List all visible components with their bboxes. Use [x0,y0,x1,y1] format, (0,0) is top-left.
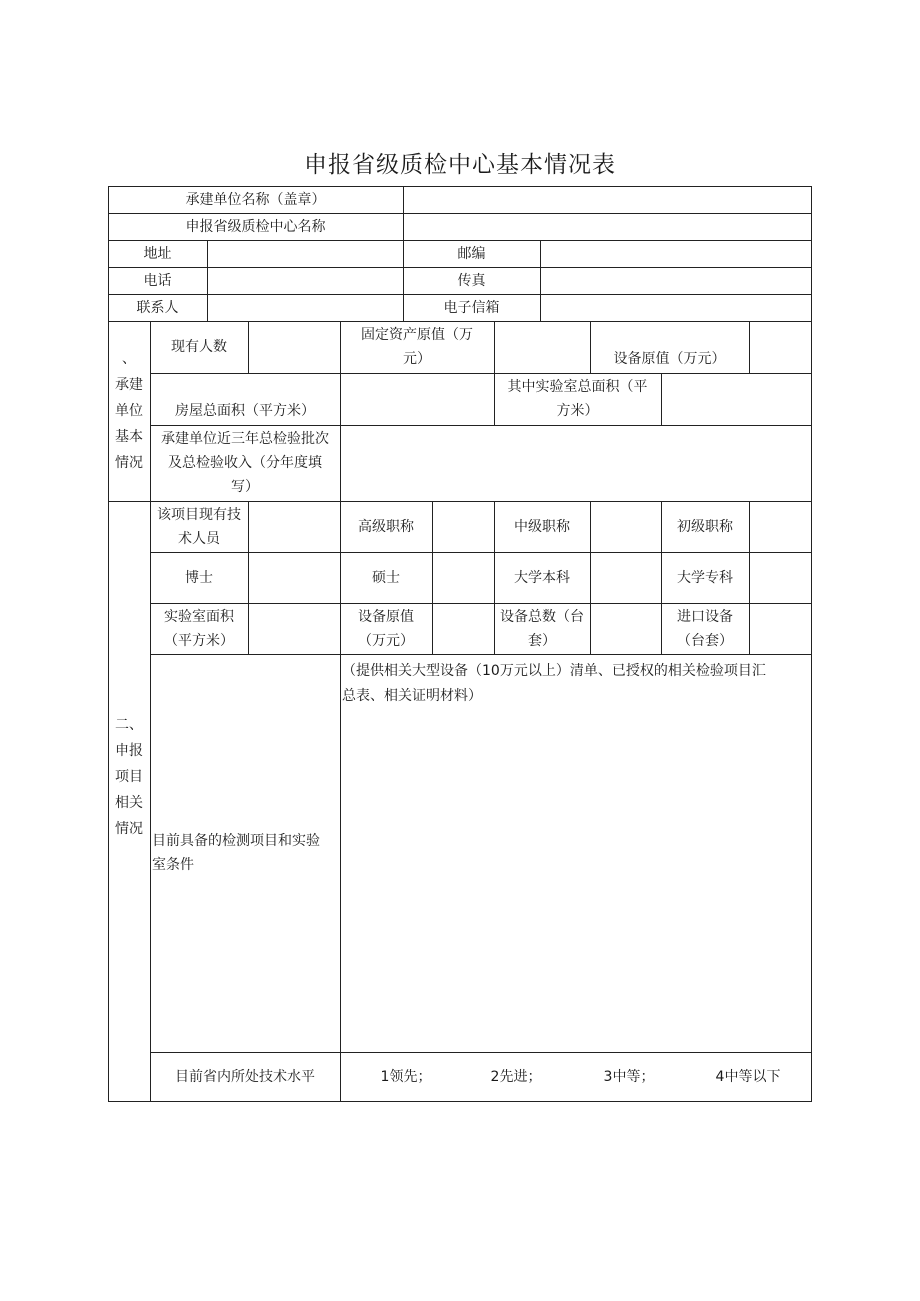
equipment-total-field[interactable] [590,603,661,654]
unit-name-label: 承建单位名称（盖章） [185,191,326,208]
tech-level-option-advanced[interactable]: 2先进； [490,1069,542,1085]
lab-area-label: 其中实验室总面积（平 方米） [507,379,648,419]
fax-label: 传真 [457,272,486,289]
equipment-value-field-2[interactable] [432,603,494,654]
fax-field[interactable] [540,267,812,294]
tech-staff-field[interactable] [248,501,340,552]
tech-level-label: 目前省内所处技术水平 [175,1069,315,1085]
equipment-value-field[interactable] [749,321,812,373]
senior-title-label: 高级职称 [358,518,414,535]
page-title: 申报省级质检中心基本情况表 [304,152,616,178]
doctor-label: 博士 [185,569,213,586]
address-field[interactable] [207,240,403,267]
phone-field[interactable] [207,267,403,294]
equipment-total-label: 设备总数（台 套） [500,608,584,649]
bachelor-label: 大学本科 [514,569,570,586]
college-label: 大学专科 [677,569,733,586]
income-label: 承建单位近三年总检验批次 及总检验收入（分年度填 写） [161,431,329,495]
tech-level-option-medium[interactable]: 3中等； [603,1069,655,1085]
tech-staff-label: 该项目现有技 术人员 [157,506,241,547]
master-label: 硕士 [372,569,400,586]
equipment-value-label-2: 设备原值 （万元） [358,608,414,649]
tech-level-option-below-medium[interactable]: 4中等以下 [715,1069,781,1085]
staff-count-field[interactable] [248,321,340,373]
senior-title-field[interactable] [432,501,494,552]
building-area-field[interactable] [340,373,494,425]
master-field[interactable] [432,552,494,603]
lab-area-field[interactable] [661,373,812,425]
capability-field[interactable] [340,706,812,1052]
center-name-field[interactable] [403,213,812,240]
phone-label: 电话 [143,272,172,289]
equipment-value-label: 设备原值（万元） [613,351,726,367]
center-name-label: 申报省级质检中心名称 [185,218,326,235]
tech-level-option-leading[interactable]: 1领先； [380,1069,432,1085]
postcode-label: 邮编 [457,245,486,262]
section2-heading: 二、 申报 项目 相关 情况 [115,716,143,837]
fixed-assets-label: 固定资产原值（万 元） [361,327,473,367]
bachelor-field[interactable] [590,552,661,603]
mid-title-field[interactable] [590,501,661,552]
doctor-field[interactable] [248,552,340,603]
lab-area-label-2: 实验室面积 （平方米） [164,608,234,649]
lab-area-field-2[interactable] [248,603,340,654]
unit-name-field[interactable] [403,186,812,213]
email-label: 电子信箱 [443,299,500,316]
import-equipment-label: 进口设备 （台套） [677,608,733,649]
application-form [108,186,812,1102]
contact-label: 联系人 [136,299,179,316]
section1-heading: 、 承建 单位 基本 情况 [115,351,143,471]
staff-count-label: 现有人数 [171,339,227,355]
junior-title-field[interactable] [749,501,812,552]
income-field[interactable] [340,425,812,501]
email-field[interactable] [540,294,812,321]
capability-note: （提供相关大型设备（10万元以上）清单、已授权的相关检验项目汇 总表、相关证明材料） [342,663,766,704]
building-area-label: 房屋总面积（平方米） [175,403,315,419]
fixed-assets-field[interactable] [494,321,590,373]
import-equipment-field[interactable] [749,603,812,654]
junior-title-label: 初级职称 [677,518,733,535]
contact-field[interactable] [207,294,403,321]
postcode-field[interactable] [540,240,812,267]
mid-title-label: 中级职称 [514,518,570,535]
capability-label: 目前具备的检测项目和实验 室条件 [152,833,320,873]
address-label: 地址 [143,245,172,262]
college-field[interactable] [749,552,812,603]
